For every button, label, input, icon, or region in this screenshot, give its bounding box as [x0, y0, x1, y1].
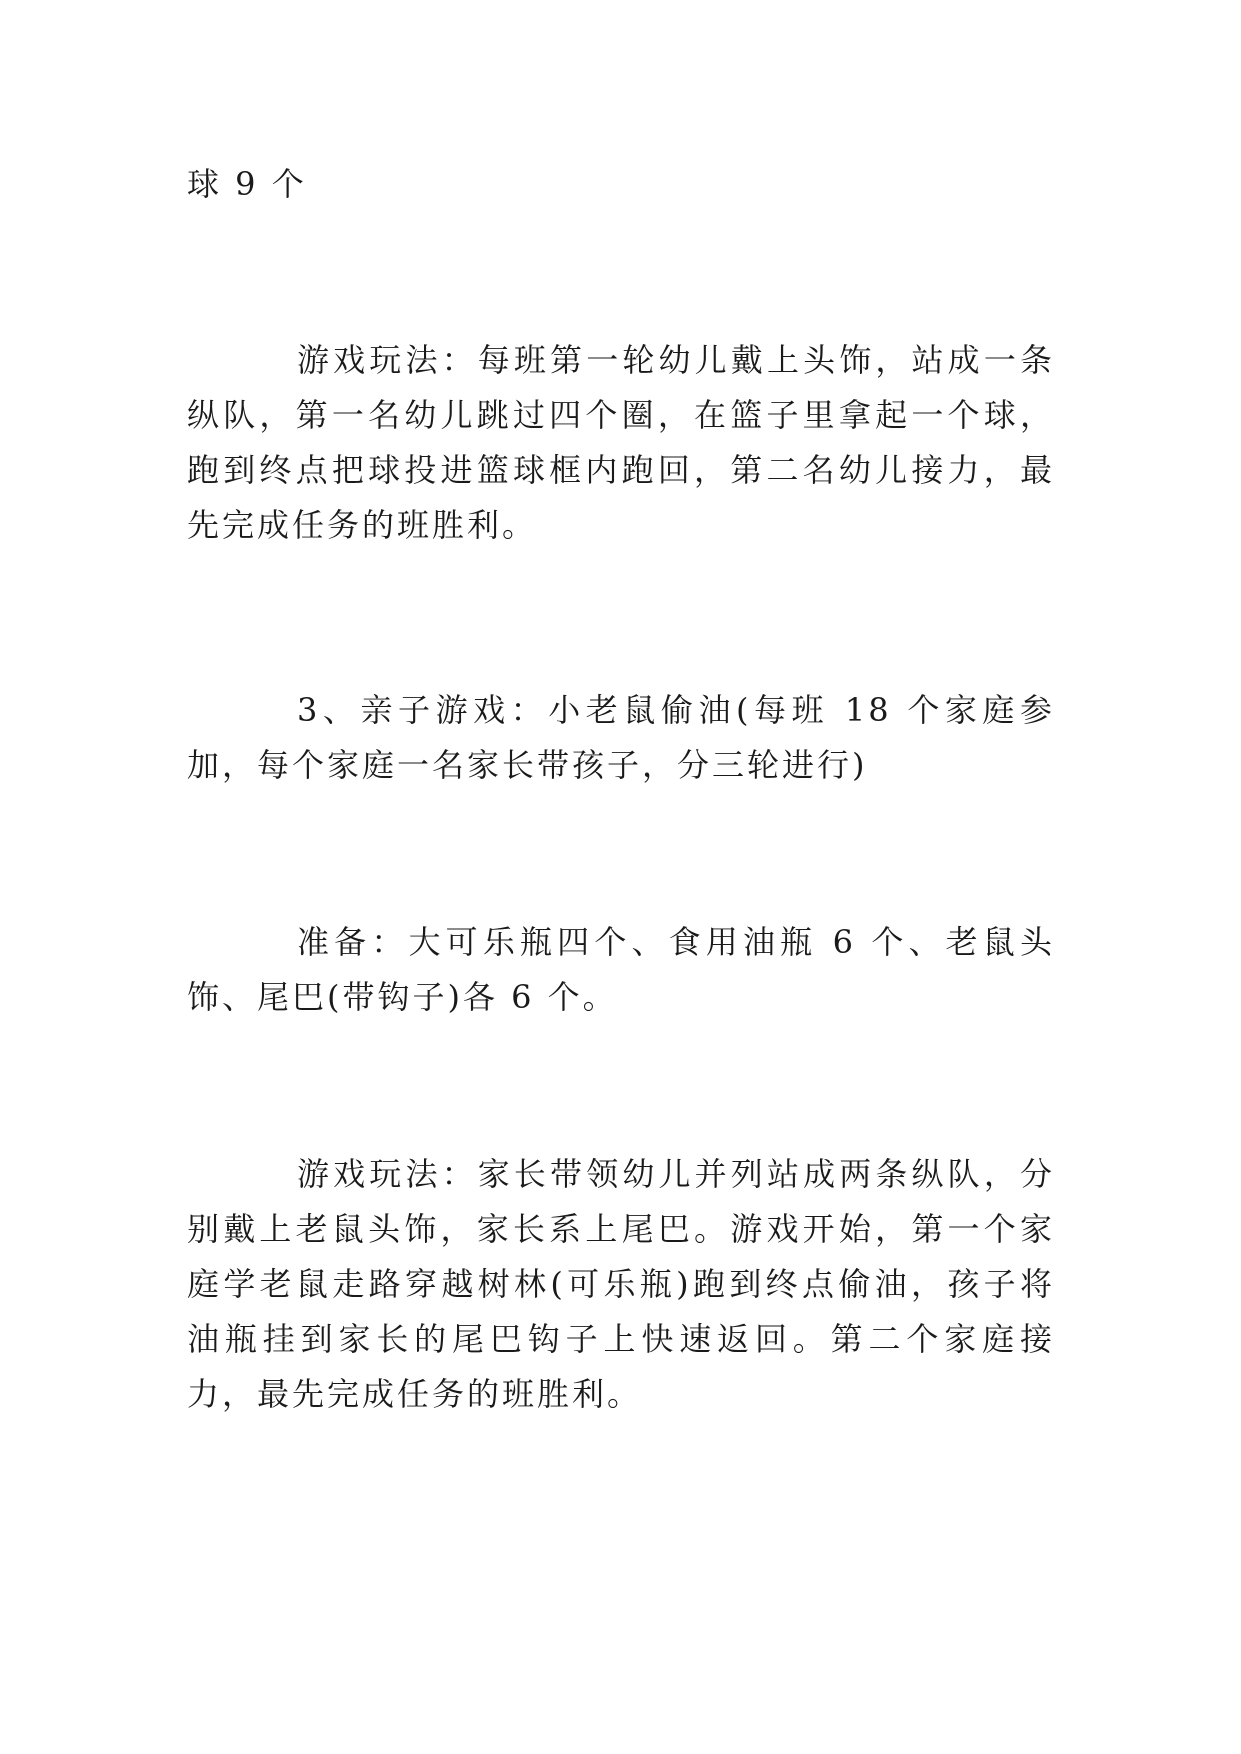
- paragraph-game-rules-1: 游戏玩法：每班第一轮幼儿戴上头饰，站成一条纵队，第一名幼儿跳过四个圈，在篮子里拿起一个球，跑到终点把球投进篮球框内跑回，第二名幼儿接力，最先完成任务的班胜利。: [187, 341, 1055, 544]
- paragraph-game-rules-2: 游戏玩法：家长带领幼儿并列站成两条纵队，分别戴上老鼠头饰，家长系上尾巴。游戏开始，第一个家庭学老鼠走路穿越树林(可乐瓶)跑到终点偷油，孩子将油瓶挂到家长的尾巴钩子上快速返回。第二个家庭接力，最先完成任务的班胜利。: [187, 1155, 1055, 1413]
- paragraph-preparation: 准备：大可乐瓶四个、食用油瓶 6 个、老鼠头饰、尾巴(带钩子)各 6 个。: [187, 923, 1055, 1016]
- paragraph-parent-child-game: 3、亲子游戏：小老鼠偷油(每班 18 个家庭参加，每个家庭一名家长带孩子，分三轮进行): [187, 691, 1055, 784]
- paragraph-continuation: 球 9 个: [187, 165, 307, 203]
